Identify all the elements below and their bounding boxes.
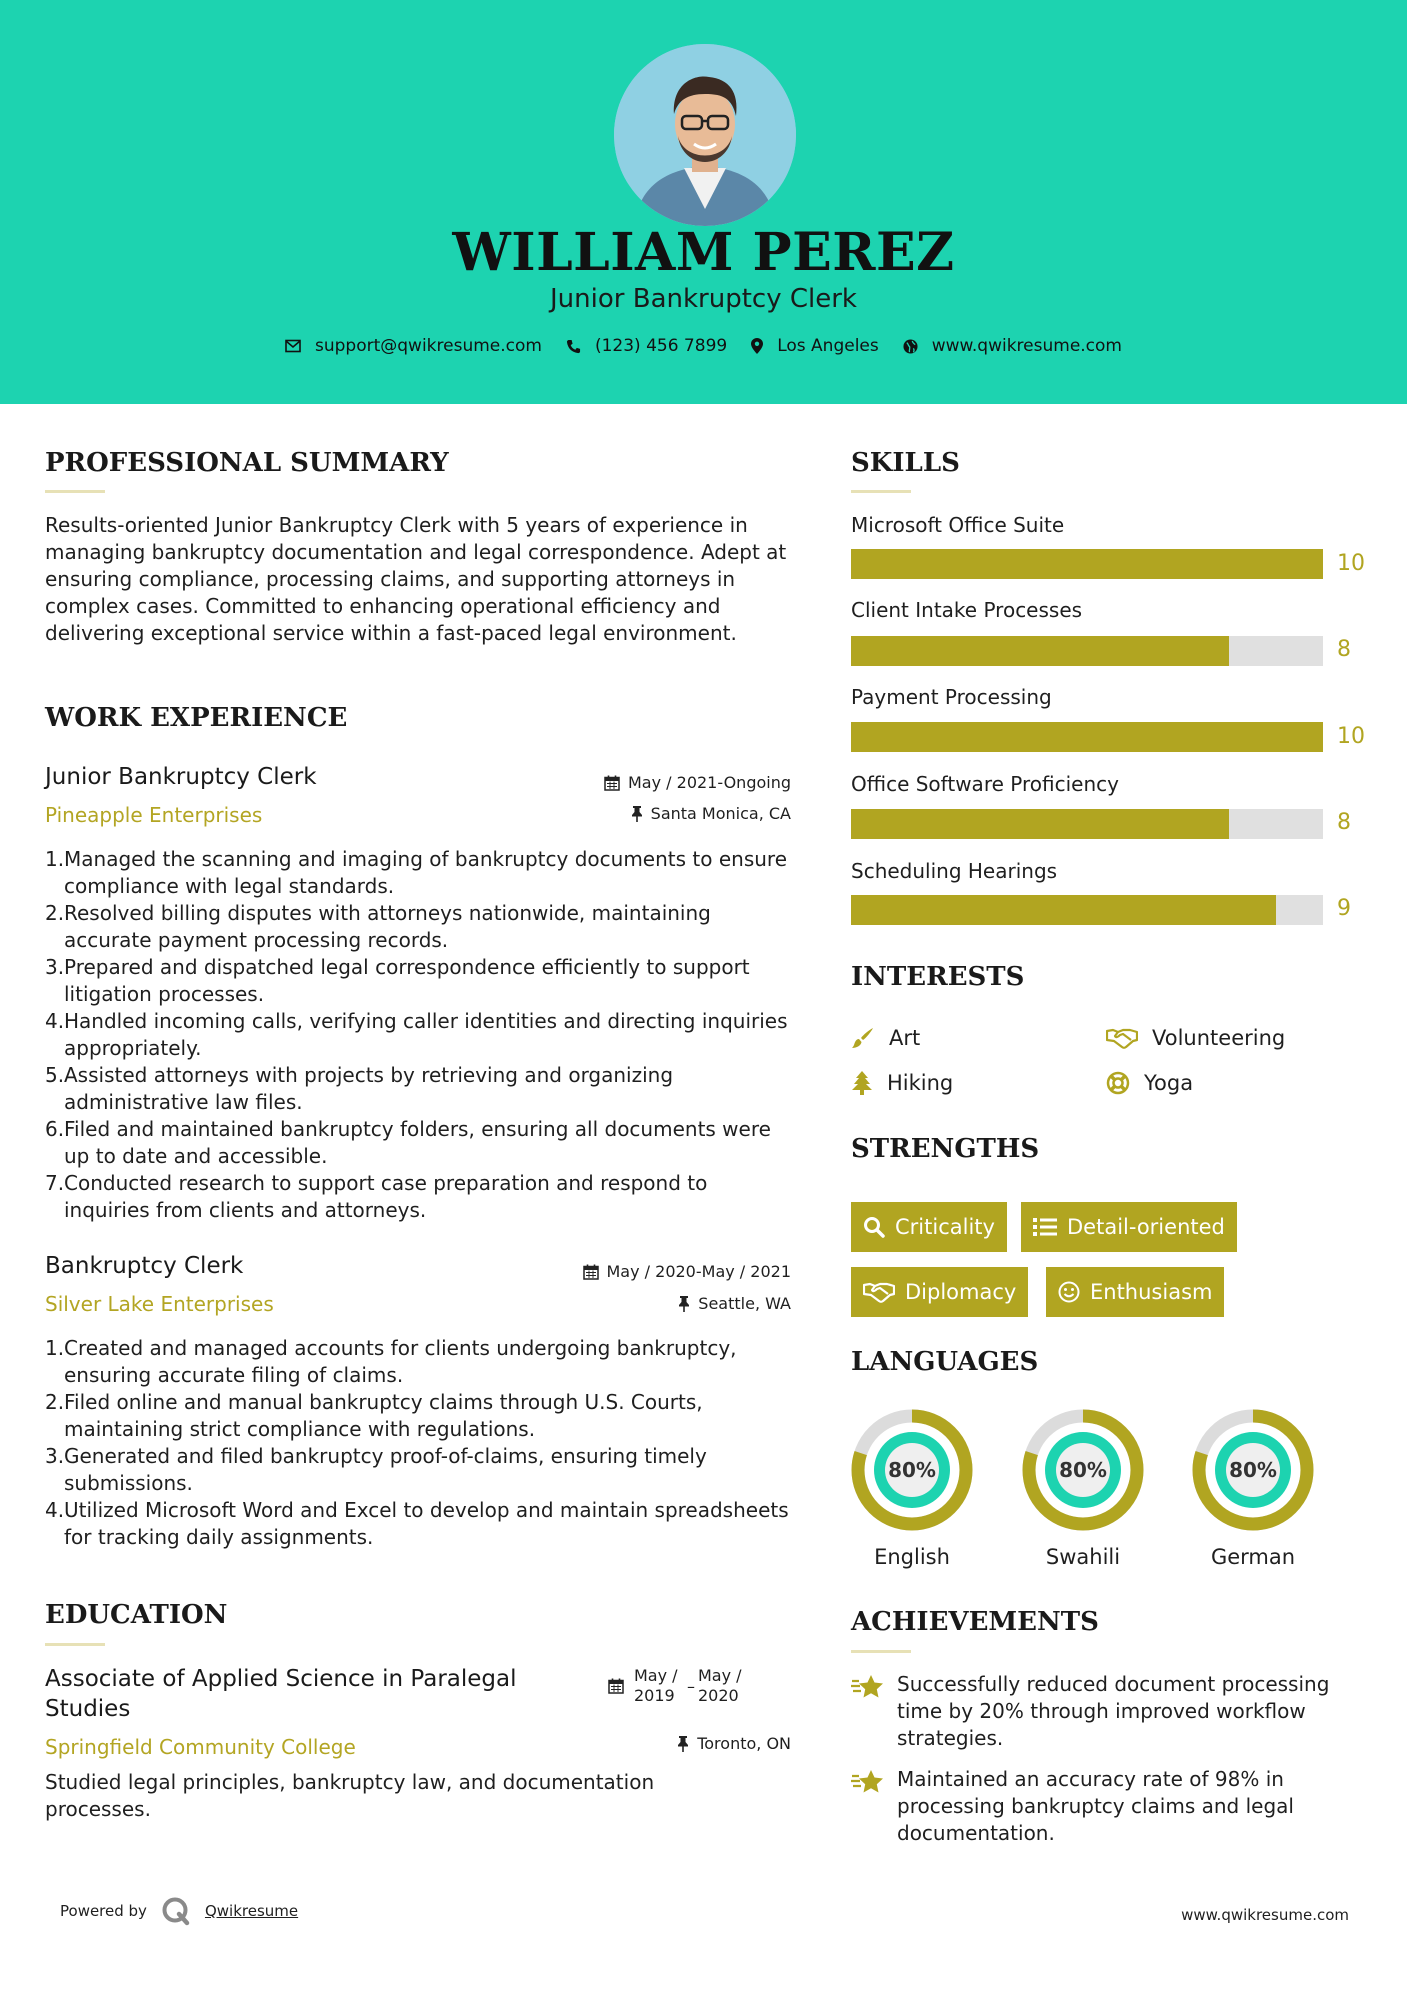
job-title: Junior Bankruptcy Clerk [45,764,317,790]
job-location [631,804,791,823]
envelope-icon [285,339,301,353]
pushpin-icon [631,806,643,822]
interest-item [1106,1071,1193,1095]
skill-label: Office Software Proficiency [851,772,1119,796]
handshake-icon [863,1281,895,1303]
skill-bar-track [851,895,1323,925]
language-label: Swahili [1045,1545,1121,1569]
education-start-date: May / 2019 [634,1666,678,1705]
interest-item [1106,1026,1285,1050]
language-gauge [1191,1408,1315,1532]
powered-by-text: Powered by [60,1902,147,1920]
qwikresume-link[interactable]: Qwikresume [204,1902,299,1920]
education-location-text: Toronto, ON [697,1734,791,1753]
education-heading: EDUCATION [45,1600,228,1630]
calendar-icon [583,1264,599,1280]
list-item: Managed the scanning and imaging of bankruptcy documents to ensure compliance with legal standards. [64,847,787,898]
skill-label: Scheduling Hearings [851,859,1058,883]
date-separator: – [687,1676,695,1696]
skill-value: 8 [1337,637,1351,662]
job-date [583,1262,792,1281]
achievement-item [851,1766,1371,1847]
achievements-heading: ACHIEVEMENTS [851,1607,1099,1637]
achievements-divider [851,1650,911,1653]
strength-chip [851,1267,1028,1317]
pushpin-icon [677,1736,689,1752]
strength-label: Criticality [895,1215,995,1239]
job-location [678,1294,791,1313]
phone-text: (123) 456 7899 [594,336,728,356]
language-percent: 80% [888,1458,936,1482]
degree-title: Associate of Applied Science in Paralegal Studies [45,1666,517,1722]
experience-heading: WORK EXPERIENCE [45,703,348,733]
location-text: Los Angeles [777,336,879,356]
contact-phone[interactable] [566,336,727,356]
summary-heading: PROFESSIONAL SUMMARY [45,448,449,478]
list-item: Assisted attorneys with projects by retrieving and organizing administrative law files. [64,1063,674,1114]
skill-bar-fill [851,722,1323,752]
interest-item [851,1071,953,1095]
job-location-text: Seattle, WA [698,1294,791,1313]
skill-value: 8 [1337,810,1351,835]
education-location [677,1734,791,1753]
language-gauge [1021,1408,1145,1532]
list-item: Created and managed accounts for clients undergoing bankruptcy, ensuring accurate filing of claims. [64,1336,737,1387]
language-label: German [1210,1545,1296,1569]
interest-label: Art [889,1026,921,1050]
skill-bar-track [851,809,1323,839]
interest-item [851,1026,920,1050]
contact-email[interactable] [285,336,542,356]
interest-label: Volunteering [1152,1026,1286,1050]
star-icon [851,1673,885,1701]
star-icon [851,1768,885,1796]
strength-label: Detail-oriented [1067,1215,1225,1239]
list-item: Filed and maintained bankruptcy folders, ensuring all documents were up to date and accessible. [64,1117,771,1168]
skill-value: 9 [1337,896,1351,921]
language-label: English [874,1545,950,1569]
strength-label: Enthusiasm [1090,1280,1213,1304]
interest-label: Hiking [887,1071,954,1095]
paintbrush-icon [851,1026,875,1050]
achievement-text: Maintained an accuracy rate of 98% in processing bankruptcy claims and legal documentation. [897,1767,1294,1845]
summary-text: Results-oriented Junior Bankruptcy Clerk with 5 years of experience in managing bankruptcy documentation and legal correspondence. Adept at ensuring compliance, processing claims, and supporting attorneys in complex cases. Committed to enhancing operational efficiency and delivering exceptional service within a fast-paced legal environment. [45,513,787,645]
lifebuoy-icon [1106,1071,1130,1095]
tree-icon [851,1071,873,1095]
education-divider [45,1643,105,1646]
contact-location [751,336,879,356]
pushpin-icon [678,1296,690,1312]
footer-website[interactable]: www.qwikresume.com [1181,1906,1349,1924]
list-item: Resolved billing disputes with attorneys nationwide, maintaining accurate payment processing records. [64,901,711,952]
skill-label: Microsoft Office Suite [851,513,1065,537]
education-description: Studied legal principles, bankruptcy law, and documentation processes. [45,1770,655,1821]
list-item: Handled incoming calls, verifying caller identities and directing inquiries appropriately. [64,1009,788,1060]
languages-heading: LANGUAGES [851,1347,1039,1377]
list-item: Prepared and dispatched legal correspondence efficiently to support litigation processes. [64,955,750,1006]
list-item: Filed online and manual bankruptcy claims through U.S. Courts, maintaining strict compliance with regulations. [64,1390,703,1441]
email-text: support@qwikresume.com [315,336,542,356]
globe-icon [903,339,918,354]
contact-bar [0,336,1407,356]
interests-heading: INTERESTS [851,962,1025,992]
avatar [614,44,796,226]
summary-divider [45,490,105,493]
list-item: Generated and filed bankruptcy proof-of-claims, ensuring timely submissions. [64,1444,707,1495]
website-text: www.qwikresume.com [931,336,1122,356]
job-date-text: May / 2021-Ongoing [628,773,791,792]
skill-bar-track [851,722,1323,752]
resume-header [0,0,1407,404]
strength-chip [1021,1202,1237,1252]
calendar-icon [608,1678,624,1694]
phone-icon [566,339,581,354]
job-bullets [45,1335,795,1551]
skill-value: 10 [1337,724,1365,749]
strength-chip [851,1202,1007,1252]
footer-powered-by [60,1896,298,1926]
strength-chip [1046,1267,1224,1317]
skill-bar-fill [851,809,1229,839]
language-percent: 80% [1059,1458,1107,1482]
company-name: Pineapple Enterprises [45,803,263,827]
handshake-icon [1106,1027,1138,1049]
interest-label: Yoga [1144,1071,1194,1095]
language-percent: 80% [1229,1458,1277,1482]
achievement-text: Successfully reduced document processing time by 20% through improved workflow strategies. [897,1672,1330,1750]
avatar-portrait-icon [614,44,796,226]
achievement-item [851,1671,1371,1752]
language-gauge [850,1408,974,1532]
skill-bar-fill [851,895,1276,925]
skill-label: Client Intake Processes [851,598,1083,622]
search-icon [863,1216,885,1238]
skill-bar-fill [851,636,1229,666]
job-date-text: May / 2020-May / 2021 [606,1262,791,1281]
smile-icon [1058,1281,1080,1303]
candidate-name: WILLIAM PEREZ [452,222,955,283]
education-dates [608,1666,748,1706]
job-location-text: Santa Monica, CA [650,804,791,823]
strengths-heading: STRENGTHS [851,1134,1040,1164]
education-end-date: May / 2020 [698,1666,742,1705]
map-pin-icon [751,338,763,354]
list-item: Conducted research to support case preparation and respond to inquiries from clients and attorneys. [64,1171,708,1222]
company-name: Silver Lake Enterprises [45,1292,274,1316]
job-title: Bankruptcy Clerk [45,1253,244,1279]
list-icon [1033,1217,1057,1237]
school-name: Springfield Community College [45,1735,356,1759]
skills-divider [851,490,911,493]
qwikresume-logo-icon [161,1896,191,1926]
job-bullets [45,846,795,1224]
skill-label: Payment Processing [851,685,1052,709]
candidate-title: Junior Bankruptcy Clerk [550,284,857,314]
calendar-icon [604,775,620,791]
skill-value: 10 [1337,551,1365,576]
skill-bar-fill [851,549,1323,579]
contact-website[interactable] [903,336,1122,356]
skill-bar-track [851,549,1323,579]
job-date [604,773,791,792]
list-item: Utilized Microsoft Word and Excel to develop and maintain spreadsheets for tracking daily assignments. [64,1498,789,1549]
skill-bar-track [851,636,1323,666]
skills-heading: SKILLS [851,448,960,478]
strength-label: Diplomacy [905,1280,1017,1304]
